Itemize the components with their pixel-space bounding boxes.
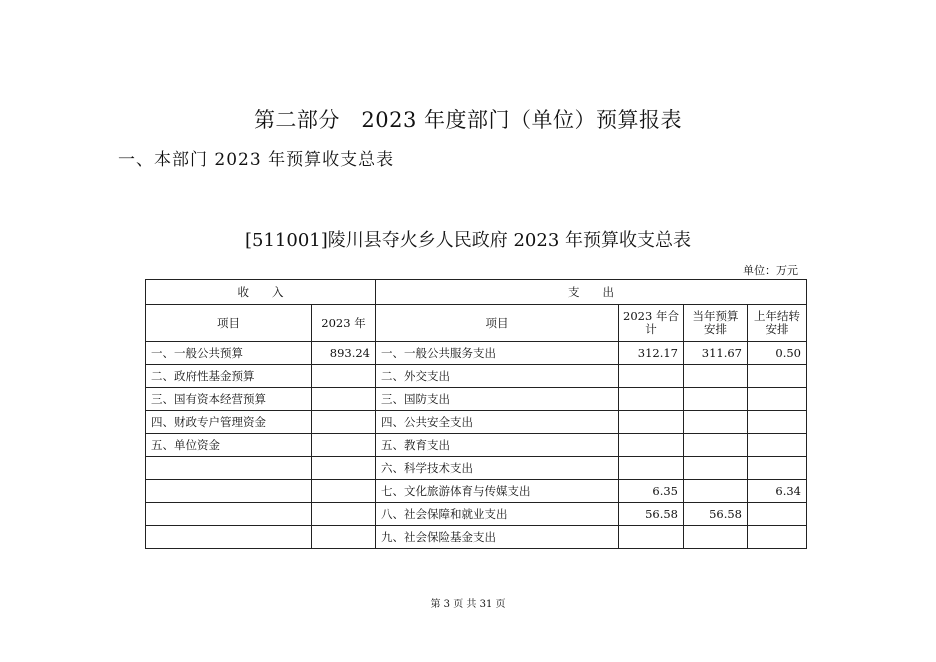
income-item-cell	[146, 503, 312, 526]
total-2023-cell	[619, 434, 684, 457]
income-value-cell	[312, 526, 376, 549]
income-value-cell	[312, 411, 376, 434]
income-value-cell	[312, 480, 376, 503]
table-row	[146, 411, 807, 434]
total-2023-cell	[619, 457, 684, 480]
current-year-cell: 311.67	[684, 342, 748, 365]
total-2023-cell	[619, 365, 684, 388]
current-year-cell	[684, 526, 748, 549]
income-item-cell	[146, 526, 312, 549]
expense-item-cell: 五、教育支出	[376, 434, 619, 457]
table-row	[146, 526, 807, 549]
table-row	[146, 503, 807, 526]
carryover-header: 上年结转安排	[748, 305, 807, 342]
income-value-cell	[312, 388, 376, 411]
expense-item-cell: 三、国防支出	[376, 388, 619, 411]
carryover-cell	[748, 365, 807, 388]
carryover-cell: 6.34	[748, 480, 807, 503]
total-2023-cell	[619, 411, 684, 434]
income-year-header: 2023 年	[312, 305, 376, 342]
current-year-cell	[684, 434, 748, 457]
current-year-cell	[684, 457, 748, 480]
table-title: [511001]陵川县夺火乡人民政府 2023 年预算收支总表	[244, 230, 691, 251]
total-pages: 31	[479, 599, 493, 610]
total-2023-cell: 56.58	[619, 503, 684, 526]
expense-item-cell: 八、社会保障和就业支出	[376, 503, 619, 526]
income-item-cell: 二、政府性基金预算	[146, 365, 312, 388]
current-page: 3	[443, 599, 451, 610]
expense-item-cell: 四、公共安全支出	[376, 411, 619, 434]
total-2023-cell	[619, 388, 684, 411]
current-year-cell	[684, 480, 748, 503]
carryover-cell	[748, 503, 807, 526]
income-item-cell: 四、财政专户管理资金	[146, 411, 312, 434]
table-row	[146, 480, 807, 503]
expense-item-header: 项目	[376, 305, 619, 342]
expense-header: 支 出	[376, 280, 807, 305]
unit-label: 单位：万元	[743, 264, 798, 277]
expense-item-cell: 二、外交支出	[376, 365, 619, 388]
carryover-cell	[748, 388, 807, 411]
footer-suffix: 页	[492, 599, 506, 610]
header-row-columns	[146, 305, 807, 342]
footer-prefix: 第	[430, 599, 444, 610]
income-item-cell: 三、国有资本经营预算	[146, 388, 312, 411]
carryover-cell	[748, 526, 807, 549]
income-value-cell	[312, 503, 376, 526]
document-title: 第二部分 2023 年度部门（单位）预算报表	[253, 108, 683, 132]
page-footer	[0, 595, 936, 610]
table-row	[146, 434, 807, 457]
budget-table	[145, 279, 807, 549]
expense-item-cell: 九、社会保险基金支出	[376, 526, 619, 549]
income-value-cell: 893.24	[312, 342, 376, 365]
expense-item-cell: 七、文化旅游体育与传媒支出	[376, 480, 619, 503]
current-year-cell	[684, 388, 748, 411]
table-row	[146, 457, 807, 480]
current-year-cell	[684, 365, 748, 388]
carryover-cell	[748, 434, 807, 457]
table-row	[146, 388, 807, 411]
section-title: 一、本部门 2023 年预算收支总表	[118, 150, 395, 170]
table-row	[146, 365, 807, 388]
expense-item-cell: 一、一般公共服务支出	[376, 342, 619, 365]
income-header: 收 入	[146, 280, 376, 305]
total-2023-cell: 6.35	[619, 480, 684, 503]
current-year-cell: 56.58	[684, 503, 748, 526]
income-item-cell	[146, 480, 312, 503]
current-year-header: 当年预算安排	[684, 305, 748, 342]
total-2023-cell: 312.17	[619, 342, 684, 365]
income-item-header: 项目	[146, 305, 312, 342]
income-item-cell	[146, 457, 312, 480]
header-row-group	[146, 280, 807, 305]
income-item-cell: 五、单位资金	[146, 434, 312, 457]
carryover-cell	[748, 411, 807, 434]
income-item-cell: 一、一般公共预算	[146, 342, 312, 365]
income-value-cell	[312, 365, 376, 388]
footer-mid: 页 共	[450, 599, 480, 610]
current-year-cell	[684, 411, 748, 434]
carryover-cell	[748, 457, 807, 480]
table-row	[146, 342, 807, 365]
expense-item-cell: 六、科学技术支出	[376, 457, 619, 480]
carryover-cell: 0.50	[748, 342, 807, 365]
income-value-cell	[312, 434, 376, 457]
income-value-cell	[312, 457, 376, 480]
total-2023-cell	[619, 526, 684, 549]
total-2023-header: 2023 年合计	[619, 305, 684, 342]
